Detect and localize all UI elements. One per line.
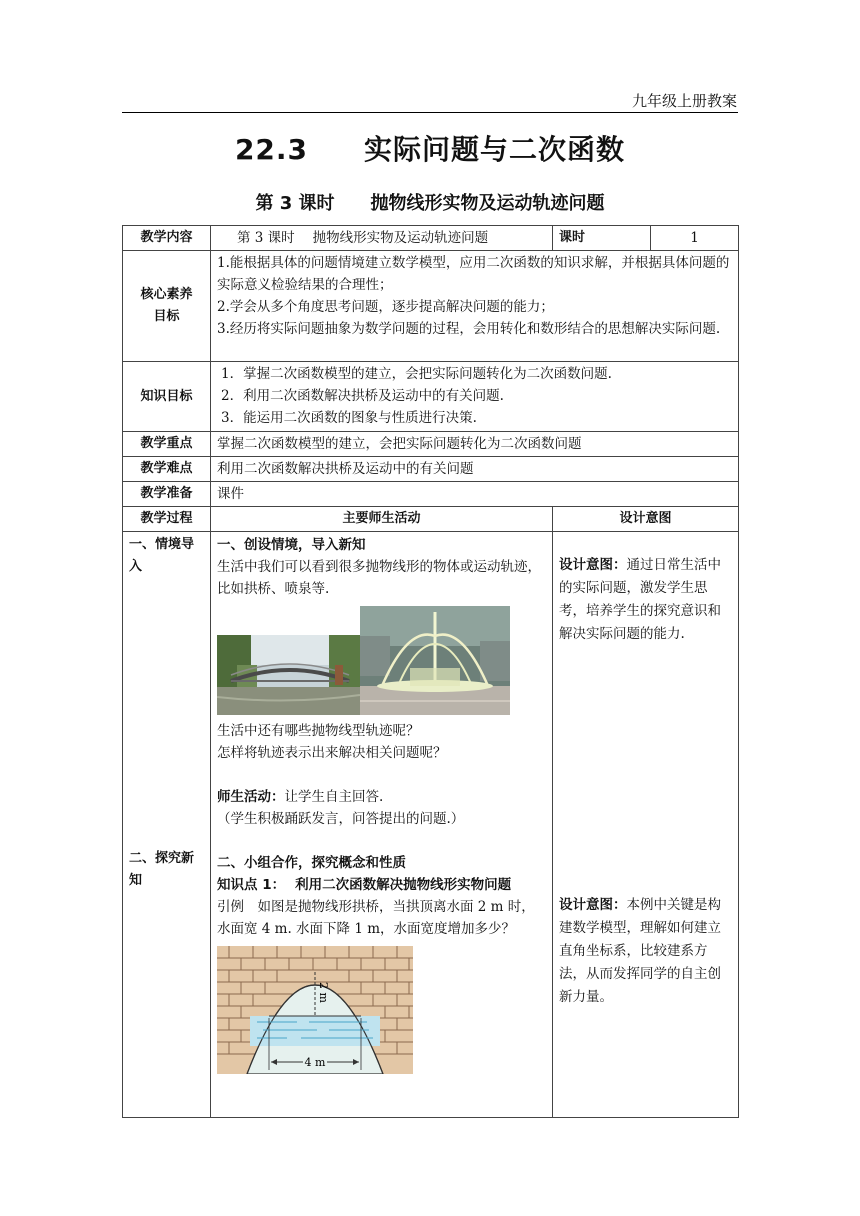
parabolic-arch-figure [217,946,413,1074]
content-lesson: 第 3 课时 [237,230,295,246]
example-text: 引例 如图是抛物线形拱桥，当拱顶离水面 2 m 时，水面宽 4 m. 水面下降 1 m，水面宽度增加多少？ [217,899,535,937]
fig-height-label: 2 m [317,982,330,1003]
activity-label: 师生活动： [217,789,285,805]
stage-1-label: 一、情境导入 [129,537,195,574]
section1-question-2: 怎样将轨迹表示出来解决相关问题呢？ [217,745,447,761]
spacer [217,830,546,852]
label-difficulty: 教学难点 [123,457,211,482]
row-process-header [123,507,739,532]
intent-1-text: 通过日常生活中的实际问题，激发学生思考，培养学生的探究意识和解决实际问题的能力. [559,557,721,642]
photo-row [217,606,546,716]
fig-width-label: 4 m [304,1056,326,1069]
hours-value: 1 [651,226,739,251]
header-divider [122,112,738,113]
kp-text: 利用二次函数解决抛物线形实物问题 [295,877,512,893]
design-intents [553,532,739,1118]
intent-2 [559,894,730,1009]
row-key [123,432,739,457]
label-literacy [123,251,211,362]
knowledge-point-1 [217,874,546,896]
section2-heading: 二、小组合作，探究概念和性质 [217,855,406,871]
fountain-photo [360,606,510,715]
section1-question-1: 生活中还有哪些抛物线型轨迹呢？ [217,723,420,739]
knowledge-item: 1．掌握二次函数模型的建立，会把实际问题转化为二次函数问题. [221,366,612,382]
stage-2-label: 二、探究新知 [129,851,195,888]
intent-2-label: 设计意图： [559,897,627,913]
intent-1 [559,554,730,646]
title-text: 实际问题与二次函数 [364,133,626,166]
label-hours: 课时 [553,226,651,251]
subtitle-topic: 抛物线形实物及运动轨迹问题 [370,193,605,214]
content-topic: 抛物线形实物及运动轨迹问题 [312,230,489,246]
page-subtitle [0,189,860,215]
process-stages [123,532,211,1118]
literacy-item: 2.学会从多个角度思考问题，逐步提高解决问题的能力； [217,299,554,315]
row-prep [123,482,739,507]
label-content: 教学内容 [123,226,211,251]
knowledge-item: 2．利用二次函数解决拱桥及运动中的有关问题. [221,388,504,404]
activity-text: 让学生自主回答. [284,789,384,805]
literacy-item: 3.经历将实际问题抽象为数学问题的过程，会用转化和数形结合的思想解决实际问题. [217,321,721,337]
row-knowledge [123,362,739,432]
literacy-item: 1.能根据具体的问题情境建立数学模型，应用二次函数的知识求解，并根据具体问题的实际意义检验结果的合理性； [217,255,730,293]
section1-activity [217,786,546,808]
intent-2-text: 本例中关键是构建数学模型，理解如何建立直角坐标系，比较建系方法，从而发挥同学的自主创新力量。 [559,897,721,1005]
label-literacy-line2: 目标 [153,309,180,324]
main-activities [211,532,553,1118]
label-key: 教学重点 [123,432,211,457]
intent-1-label: 设计意图： [559,557,627,573]
knowledge-content [211,362,739,432]
prep-text: 课件 [211,482,739,507]
section1-intro: 生活中我们可以看到很多抛物线形的物体或运动轨迹，比如拱桥、喷泉等. [217,559,541,597]
difficulty-text: 利用二次函数解决拱桥及运动中的有关问题 [211,457,739,482]
section1-activity-note: （学生积极踊跃发言，问答提出的问题.） [217,811,465,827]
label-knowledge: 知识目标 [123,362,211,432]
col-main-header: 主要师生活动 [211,507,553,532]
row-content [123,226,739,251]
subtitle-lesson: 第 3 课时 [255,193,335,214]
col-intent-header: 设计意图 [553,507,739,532]
lesson-plan-table [122,225,739,1118]
row-literacy [123,251,739,362]
spacer [217,764,546,786]
label-literacy-line1: 核心素养 [140,287,193,302]
knowledge-item: 3．能运用二次函数的图象与性质进行决策. [221,410,477,426]
row-process-body [123,532,739,1118]
key-text: 掌握二次函数模型的建立，会把实际问题转化为二次函数问题 [211,432,739,457]
row-difficulty [123,457,739,482]
title-number: 22.3 [234,133,309,166]
literacy-content [211,251,739,362]
content-cell [211,226,553,251]
kp-label: 知识点 1： [217,877,286,893]
section1-heading: 一、创设情境，导入新知 [217,537,366,553]
page-header: 九年级上册教案 [631,92,737,110]
bridge-photo [217,635,360,715]
label-prep: 教学准备 [123,482,211,507]
page-title [0,128,860,168]
label-process: 教学过程 [123,507,211,532]
